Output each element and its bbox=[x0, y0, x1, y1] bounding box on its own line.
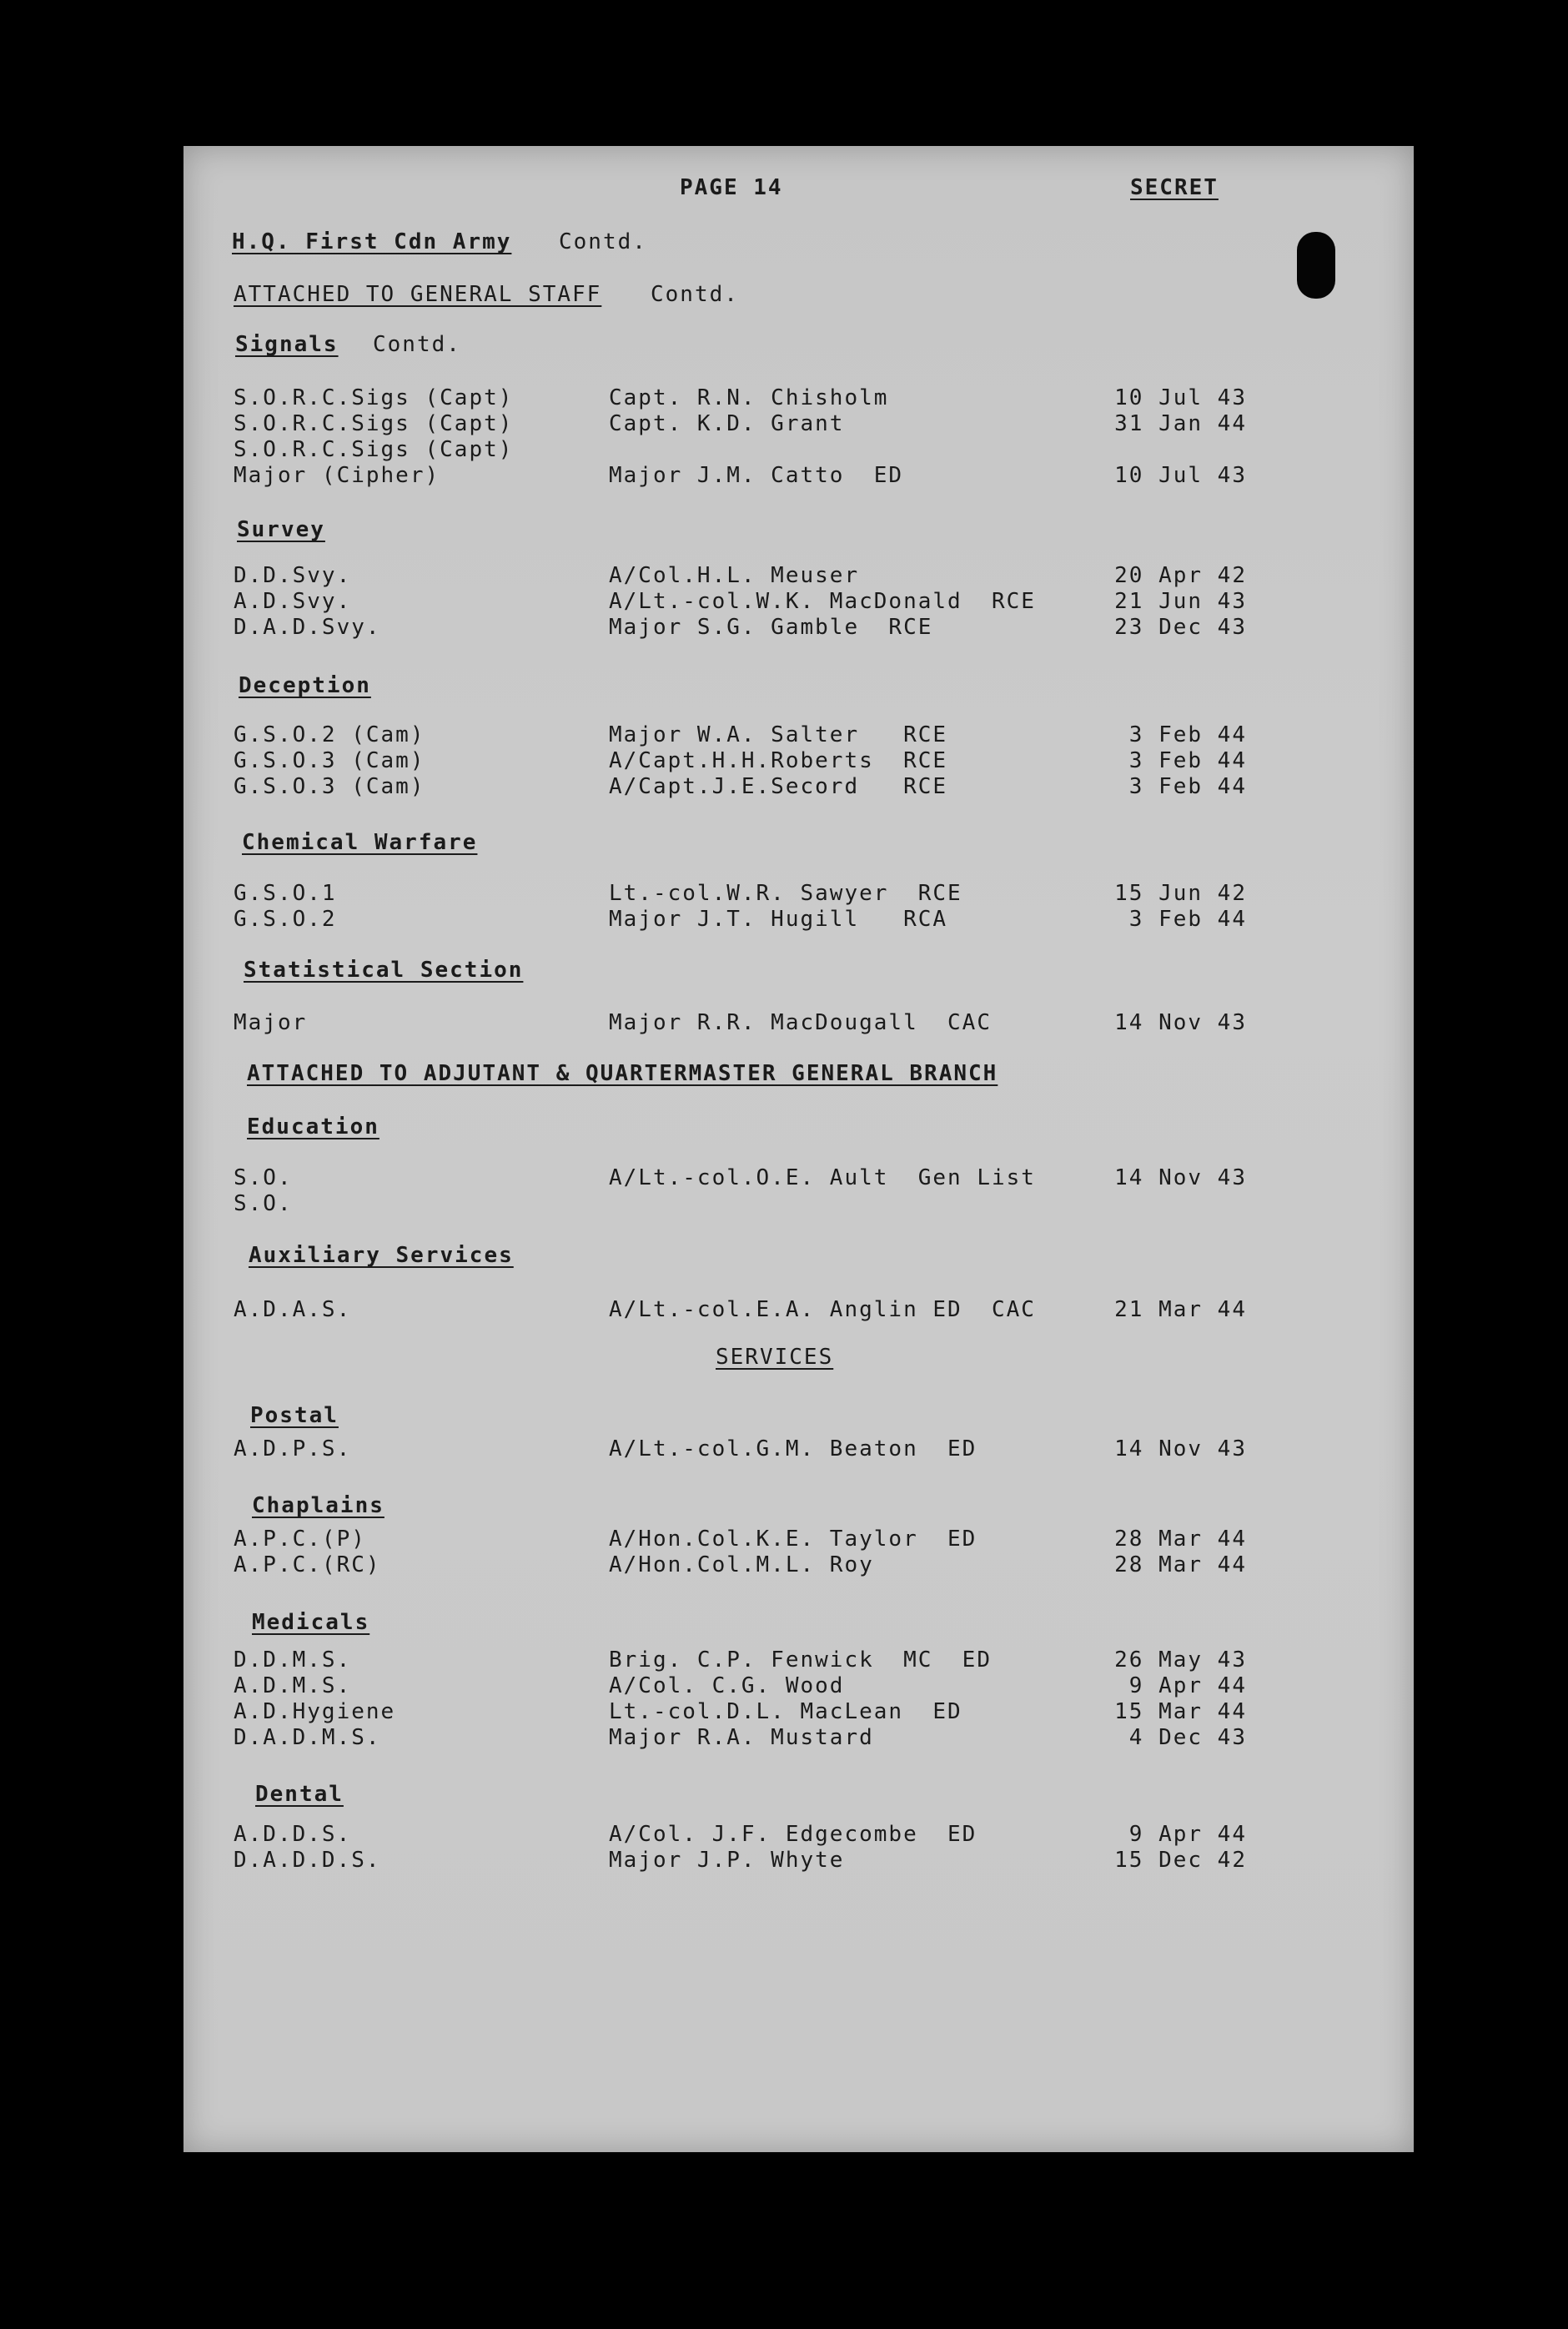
appointment: A.P.C.(RC) bbox=[234, 1552, 381, 1577]
appointment: A.D.D.S. bbox=[234, 1822, 352, 1847]
officer-name: Major J.M. Catto ED bbox=[609, 463, 904, 488]
appointment-date: 10 Jul 43 bbox=[1114, 463, 1247, 488]
appointment-date: 15 Jun 42 bbox=[1114, 881, 1247, 906]
officer-name: Major J.T. Hugill RCA bbox=[609, 907, 948, 932]
appointment: S.O. bbox=[234, 1165, 293, 1190]
section-heading-postal: Postal bbox=[250, 1403, 339, 1428]
section-heading-signals: Signals bbox=[235, 332, 339, 357]
appointment-date: 4 Dec 43 bbox=[1128, 1725, 1247, 1750]
appointment-date: 26 May 43 bbox=[1114, 1647, 1247, 1673]
appointment: A.D.Svy. bbox=[234, 589, 352, 614]
punch-hole-mark bbox=[1297, 232, 1335, 299]
appointment: G.S.O.2 bbox=[234, 907, 337, 932]
appointment: A.D.Hygiene bbox=[234, 1699, 396, 1724]
appointment: G.S.O.3 (Cam) bbox=[234, 748, 425, 773]
officer-name: A/Lt.-col.O.E. Ault Gen List bbox=[609, 1165, 1036, 1190]
section-heading-education: Education bbox=[247, 1114, 379, 1139]
page-number: PAGE 14 bbox=[680, 175, 783, 200]
officer-name: A/Capt.H.H.Roberts RCE bbox=[609, 748, 948, 773]
appointment: G.S.O.2 (Cam) bbox=[234, 722, 425, 747]
appointment: G.S.O.1 bbox=[234, 881, 337, 906]
section-heading-chaplains: Chaplains bbox=[252, 1493, 384, 1518]
appointment-date: 15 Mar 44 bbox=[1114, 1699, 1247, 1724]
appointment-date: 14 Nov 43 bbox=[1114, 1165, 1247, 1190]
appointment: S.O.R.C.Sigs (Capt) bbox=[234, 437, 514, 462]
appointment-date: 31 Jan 44 bbox=[1114, 411, 1247, 436]
appointment-date: 14 Nov 43 bbox=[1114, 1436, 1247, 1461]
signals-contd: Contd. bbox=[373, 332, 461, 357]
appointment-date: 3 Feb 44 bbox=[1128, 907, 1247, 932]
appointment-date: 20 Apr 42 bbox=[1114, 563, 1247, 588]
appointment-date: 9 Apr 44 bbox=[1128, 1822, 1247, 1847]
branch-heading-adjutant-qm: ATTACHED TO ADJUTANT & QUARTERMASTER GENERAL BRANCH bbox=[247, 1061, 998, 1086]
officer-name: Capt. R.N. Chisholm bbox=[609, 385, 889, 410]
section-heading-medicals: Medicals bbox=[252, 1610, 370, 1635]
unit-title: H.Q. First Cdn Army bbox=[232, 229, 512, 254]
officer-name: Major W.A. Salter RCE bbox=[609, 722, 948, 747]
officer-name: Lt.-col.W.R. Sawyer RCE bbox=[609, 881, 962, 906]
appointment: S.O.R.C.Sigs (Capt) bbox=[234, 385, 514, 410]
section-heading-chemical-warfare: Chemical Warfare bbox=[242, 830, 478, 855]
section-heading-statistical: Statistical Section bbox=[244, 958, 524, 983]
officer-name: Major R.R. MacDougall CAC bbox=[609, 1010, 992, 1035]
appointment: Major bbox=[234, 1010, 308, 1035]
officer-name: Major J.P. Whyte bbox=[609, 1848, 845, 1873]
officer-name: Brig. C.P. Fenwick MC ED bbox=[609, 1647, 992, 1673]
appointment: A.D.M.S. bbox=[234, 1673, 352, 1698]
appointment-date: 28 Mar 44 bbox=[1114, 1552, 1247, 1577]
officer-name: A/Capt.J.E.Secord RCE bbox=[609, 774, 948, 799]
officer-name: Capt. K.D. Grant bbox=[609, 411, 845, 436]
appointment: Major (Cipher) bbox=[234, 463, 440, 488]
appointment-date: 28 Mar 44 bbox=[1114, 1527, 1247, 1552]
appointment: D.A.D.M.S. bbox=[234, 1725, 381, 1750]
services-heading: SERVICES bbox=[716, 1345, 834, 1370]
appointment-date: 23 Dec 43 bbox=[1114, 615, 1247, 640]
officer-name: A/Lt.-col.G.M. Beaton ED bbox=[609, 1436, 977, 1461]
appointment: A.D.A.S. bbox=[234, 1297, 352, 1322]
officer-name: A/Col.H.L. Meuser bbox=[609, 563, 860, 588]
appointment-date: 15 Dec 42 bbox=[1114, 1848, 1247, 1873]
section-heading-dental: Dental bbox=[255, 1782, 344, 1807]
appointment: A.P.C.(P) bbox=[234, 1527, 366, 1552]
branch-heading: ATTACHED TO GENERAL STAFF bbox=[234, 282, 602, 307]
officer-name: A/Lt.-col.E.A. Anglin ED CAC bbox=[609, 1297, 1036, 1322]
appointment-date: 21 Mar 44 bbox=[1114, 1297, 1247, 1322]
appointment-date: 9 Apr 44 bbox=[1128, 1673, 1247, 1698]
officer-name: A/Lt.-col.W.K. MacDonald RCE bbox=[609, 589, 1036, 614]
security-classification: SECRET bbox=[1130, 175, 1219, 200]
officer-name: A/Col. J.F. Edgecombe ED bbox=[609, 1822, 977, 1847]
section-heading-survey: Survey bbox=[237, 517, 325, 542]
officer-name: A/Hon.Col.K.E. Taylor ED bbox=[609, 1527, 977, 1552]
officer-name: Major R.A. Mustard bbox=[609, 1725, 874, 1750]
section-heading-deception: Deception bbox=[239, 673, 371, 698]
appointment: D.A.D.D.S. bbox=[234, 1848, 381, 1873]
appointment: S.O. bbox=[234, 1191, 293, 1216]
appointment: D.A.D.Svy. bbox=[234, 615, 381, 640]
appointment-date: 3 Feb 44 bbox=[1128, 722, 1247, 747]
appointment-date: 21 Jun 43 bbox=[1114, 589, 1247, 614]
branch-contd: Contd. bbox=[651, 282, 739, 307]
unit-contd: Contd. bbox=[559, 229, 647, 254]
appointment: A.D.P.S. bbox=[234, 1436, 352, 1461]
appointment-date: 3 Feb 44 bbox=[1128, 774, 1247, 799]
appointment-date: 14 Nov 43 bbox=[1114, 1010, 1247, 1035]
appointment: S.O.R.C.Sigs (Capt) bbox=[234, 411, 514, 436]
appointment: G.S.O.3 (Cam) bbox=[234, 774, 425, 799]
officer-name: A/Col. C.G. Wood bbox=[609, 1673, 845, 1698]
officer-name: Major S.G. Gamble RCE bbox=[609, 615, 933, 640]
appointment-date: 3 Feb 44 bbox=[1128, 748, 1247, 773]
appointment-date: 10 Jul 43 bbox=[1114, 385, 1247, 410]
appointment: D.D.M.S. bbox=[234, 1647, 352, 1673]
appointment: D.D.Svy. bbox=[234, 563, 352, 588]
section-heading-auxiliary: Auxiliary Services bbox=[249, 1243, 514, 1268]
officer-name: A/Hon.Col.M.L. Roy bbox=[609, 1552, 874, 1577]
officer-name: Lt.-col.D.L. MacLean ED bbox=[609, 1699, 962, 1724]
